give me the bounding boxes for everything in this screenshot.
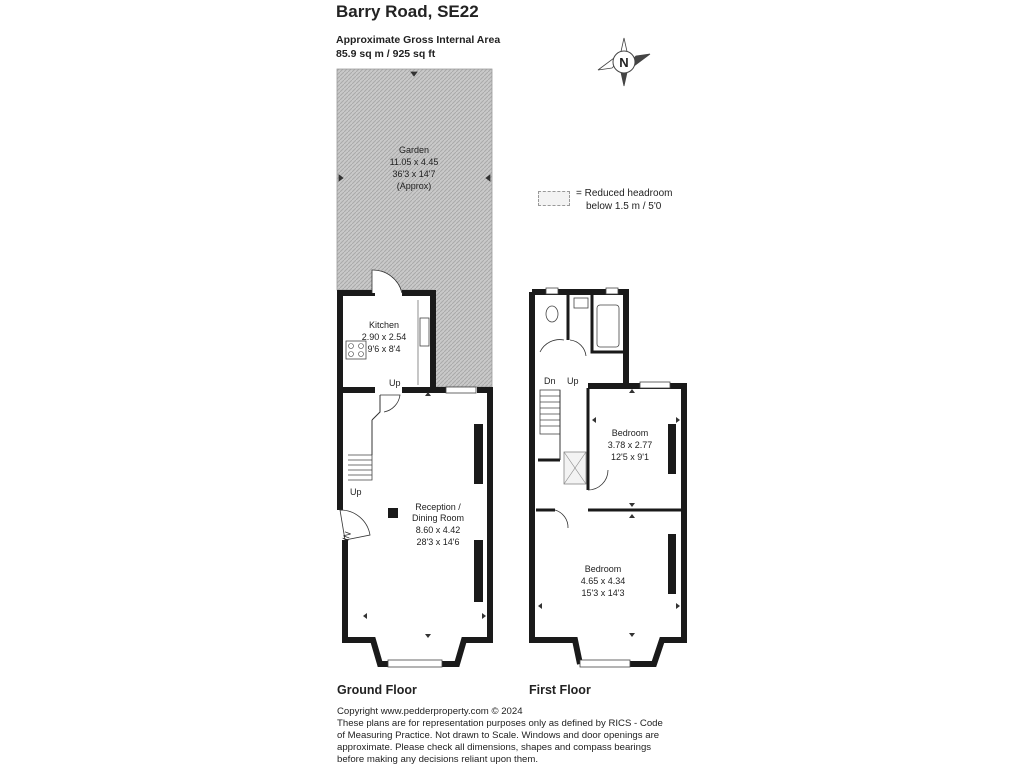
footer-disclaimer-line: of Measuring Practice. Not drawn to Scale. Windows and door openings are [337,730,660,741]
staircase [348,455,372,480]
bedroom1-door [588,470,608,490]
area-heading: Approximate Gross Internal Area [336,34,501,46]
reception-name-line2: Dining Room [411,513,465,523]
page-title: Barry Road, SE22 [336,2,479,21]
bath-icon [597,305,619,347]
garden-area [337,69,492,387]
landing-dn-label: Dn [544,376,556,386]
compass-icon [598,38,650,86]
chimney-breast [474,424,483,484]
garden-metric: 11.05 x 4.45 [389,157,439,167]
bedroom2-imperial: 15'3 x 14'3 [581,588,625,598]
first-floor-walls [532,292,684,664]
garden-imperial: 36'3 x 14'7 [392,169,436,179]
window [446,387,476,393]
area-value: 85.9 sq m / 925 sq ft [336,48,436,60]
reception-name-line1: Reception / [415,502,461,512]
toilet-icon [546,306,558,322]
bedroom2-name: Bedroom [584,564,622,574]
footer-disclaimer-line: before making any decisions reliant upon them. [337,754,539,765]
legend-text: below 1.5 m / 5'0 [586,201,662,212]
bedroom1-imperial: 12'5 x 9'1 [611,452,649,462]
first-floor-label: First Floor [529,683,591,697]
footer-disclaimer-line: approximate. Please check all dimensions, shapes and compass bearings [337,742,652,753]
entrance-label: IN [340,530,353,543]
window [606,288,618,294]
front-window [388,660,442,667]
legend-text: = Reduced headroom [576,188,673,199]
chimney-breast [668,424,676,474]
reception-metric: 8.60 x 4.42 [415,525,461,535]
window [640,382,670,388]
stair-up-label: Up [350,487,362,497]
stair-up-label: Up [389,378,401,388]
bedroom2-metric: 4.65 x 4.34 [580,576,626,586]
kitchen-name: Kitchen [368,320,400,330]
landing-staircase [540,390,560,434]
garden-note: (Approx) [396,181,432,191]
front-window [580,660,630,667]
reception-imperial: 28'3 x 14'6 [416,537,460,547]
window [546,288,558,294]
bedroom1-metric: 3.78 x 2.77 [607,440,653,450]
pillar [388,508,398,518]
legend-swatch [538,191,570,206]
compass-label: N [619,55,629,70]
bedroom1-name: Bedroom [611,428,649,438]
kitchen-reception-door [380,395,400,412]
bathroom-door [540,340,564,352]
kitchen-metric: 2.90 x 2.54 [361,332,407,342]
chimney-breast [668,534,676,594]
ground-floor-label: Ground Floor [337,683,417,697]
chimney-breast [474,540,483,602]
footer-copyright: Copyright www.pedderproperty.com © 2024 [337,706,523,717]
landing-up-label: Up [567,376,579,386]
bathroom-door [570,340,586,356]
footer-disclaimer-line: These plans are for representation purposes only as defined by RICS - Code [337,718,663,729]
kitchen-imperial: 9'6 x 8'4 [367,344,401,354]
basin-icon [574,298,588,308]
garden-name: Garden [398,145,430,155]
kitchen-sink [420,318,429,346]
kitchen-hob [346,341,366,359]
bedroom2-door [555,510,568,528]
